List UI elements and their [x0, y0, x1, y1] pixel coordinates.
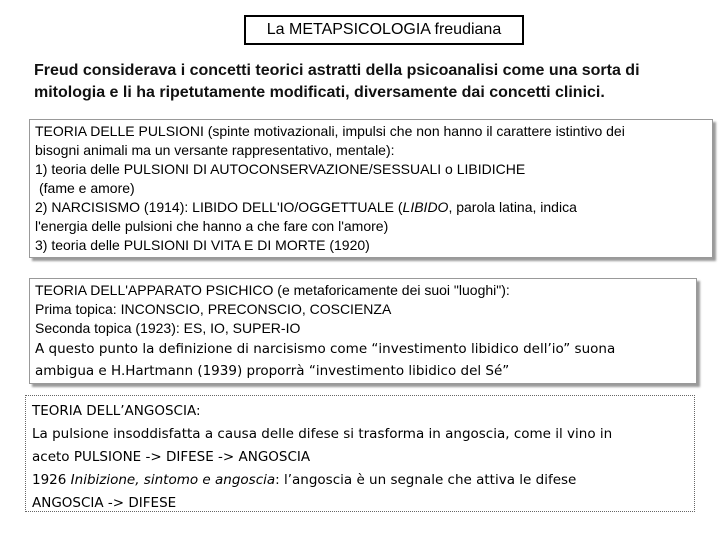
- anxiety-signal-text: : l’angoscia è un segnale che attiva le difese: [275, 472, 577, 488]
- drive-theory-line-5: [35, 198, 707, 217]
- libido-italic: LIBIDO: [402, 199, 449, 215]
- apparatus-line-5: ambigua e H.Hartmann (1939) proporrà “investimento libidico del Sé”: [35, 363, 510, 379]
- slide-title: La METAPSICOLOGIA freudiana: [244, 15, 524, 45]
- drive-theory-line-3: 1) teoria delle PULSIONI DI AUTOCONSERVAZIONE/SESSUALI o LIBIDICHE: [35, 161, 526, 177]
- drive-theory-line-6: l'energia delle pulsioni che hanno a che fare con l'amore): [35, 218, 389, 234]
- book-title-italic: Inibizione, sintomo e angoscia: [70, 472, 276, 488]
- apparatus-line-1: TEORIA DELL'APPARATO PSICHICO (e metaforicamente dei suoi "luoghi"):: [35, 282, 510, 298]
- anxiety-line-2: La pulsione insoddisfatta a causa delle difese si trasforma in angoscia, come il vino in: [32, 426, 613, 442]
- intro-line-2: mitologia e li ha ripetutamente modificati, diversamente dai concetti clinici.: [34, 84, 605, 101]
- anxiety-line-4: [32, 469, 688, 492]
- drive-theory-line-2: bisogni animali ma un versante rappresentativo, mentale):: [35, 142, 395, 158]
- intro-line-1: Freud considerava i concetti teorici astratti della psicoanalisi come una sorta di: [34, 62, 640, 79]
- drive-theory-box: [29, 119, 713, 258]
- psychic-apparatus-box: [29, 278, 697, 384]
- narcissism-text-end: , parola latina, indica: [448, 199, 577, 215]
- drive-theory-line-4: (fame e amore): [39, 180, 135, 196]
- anxiety-year: 1926: [32, 472, 71, 488]
- drive-theory-line-1: TEORIA DELLE PULSIONI (spinte motivazionali, impulsi che non hanno il carattere istintivo dei: [35, 123, 625, 139]
- apparatus-line-4: A questo punto la definizione di narcisismo come “investimento libidico dell’io” suona: [35, 341, 616, 357]
- anxiety-line-3: aceto PULSIONE -> DIFESE -> ANGOSCIA: [32, 449, 311, 465]
- drive-theory-line-7: 3) teoria delle PULSIONI DI VITA E DI MORTE (1920): [35, 237, 370, 253]
- anxiety-line-1: TEORIA DELL’ANGOSCIA:: [32, 403, 201, 419]
- narcissism-text: 2) NARCISISMO (1914): LIBIDO DELL'IO/OGGETTUALE (: [35, 199, 403, 215]
- intro-paragraph: [34, 60, 714, 104]
- apparatus-line-3: Seconda topica (1923): ES, IO, SUPER-IO: [35, 320, 301, 336]
- anxiety-line-5: ANGOSCIA -> DIFESE: [32, 495, 177, 511]
- apparatus-line-2: Prima topica: INCONSCIO, PRECONSCIO, COSCIENZA: [35, 301, 392, 317]
- anxiety-theory-box: [25, 395, 695, 512]
